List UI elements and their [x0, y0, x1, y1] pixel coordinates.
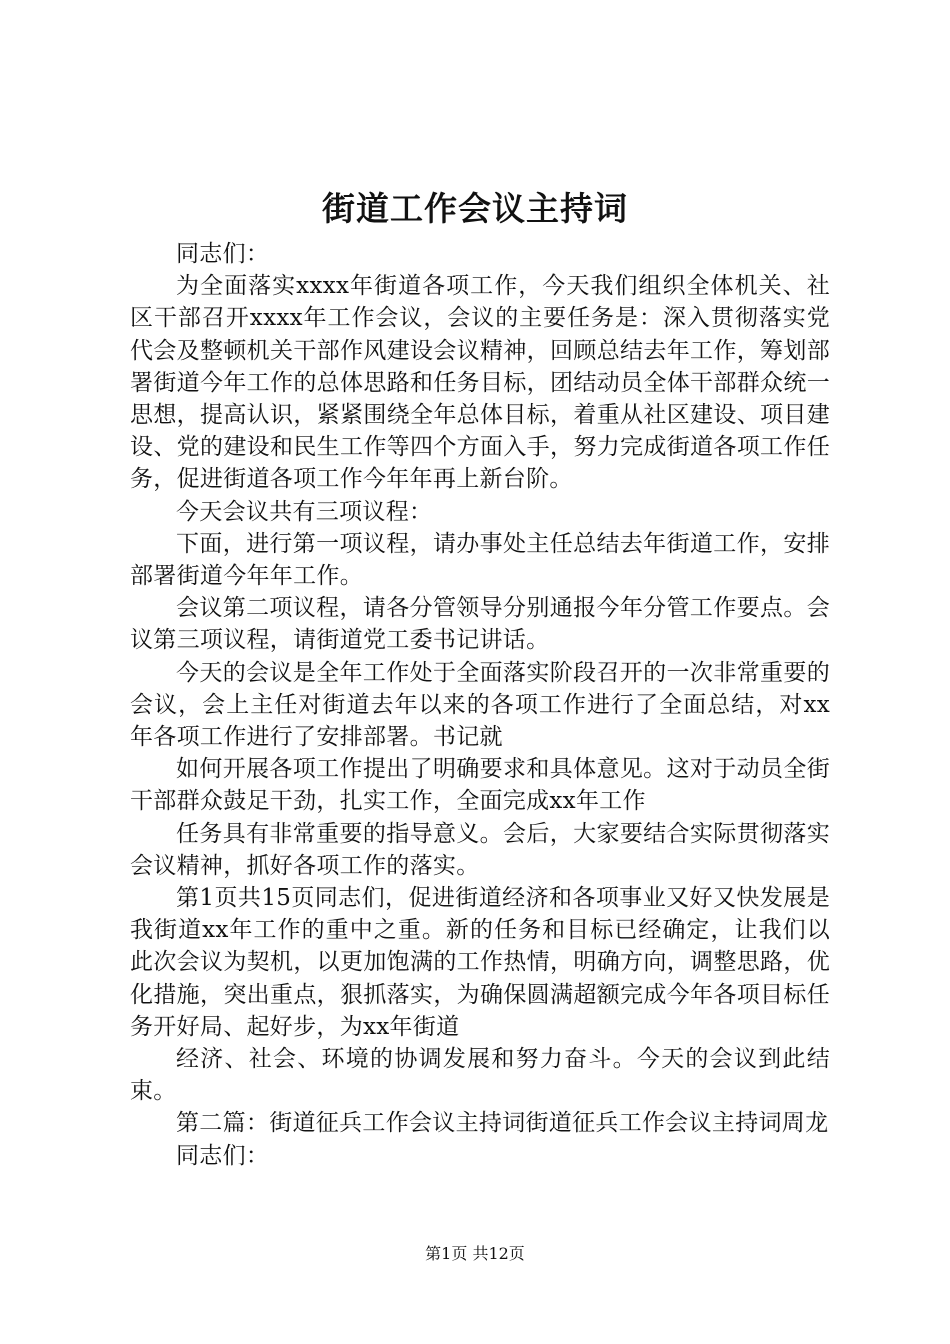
paragraph-greeting: 同志们： [176, 241, 270, 267]
paragraph-second-article-heading: 第二篇：街道征兵工作会议主持词街道征兵工作会议主持词周龙 [176, 1110, 829, 1137]
paragraph-closing: 经济、社会、环境的协调发展和努力奋斗。今天的会议到此结束。 [130, 1046, 830, 1105]
document-title: 街道工作会议主持词 [322, 189, 628, 228]
paragraph-meeting-purpose: 为全面落实xxxx年街道各项工作，今天我们组织全体机关、社区干部召开xxxx年工作会议，会议的主要任务是：深入贯彻落实党代会及整顿机关干部作风建设会议精神，回顾总结去年工作，筹划部署街道今年工作的总体思路和任务目标，团结动员全体干部群众统一思想，提高认识，紧紧围绕全年总体目标，着重从社区建设、项目建设、党的建设和民生工作等四个方面入手，努力完成街道各项工作任务，促进街道各项工作今年年再上新台阶。 [130, 273, 830, 493]
paragraph-meeting-importance: 今天的会议是全年工作处于全面落实阶段召开的一次非常重要的会议，会上主任对街道去年以来的各项工作进行了全面总结，对xx年各项工作进行了安排部署。书记就 [130, 659, 830, 751]
paragraph-requirements: 如何开展各项工作提出了明确要求和具体意见。这对于动员全街干部群众鼓足干劲，扎实工作，全面完成xx年工作 [130, 756, 830, 815]
paragraph-agenda-items-2-3: 会议第二项议程，请各分管领导分别通报今年分管工作要点。会议第三项议程，请街道党工委书记讲话。 [130, 595, 830, 654]
page-footer: 第1页 共12页 [425, 1244, 525, 1263]
paragraph-second-greeting: 同志们： [176, 1142, 270, 1169]
paragraph-guidance: 任务具有非常重要的指导意义。会后，大家要结合实际贯彻落实会议精神，抓好各项工作的落实。 [130, 820, 830, 879]
paragraph-call-to-action: 第1页共15页同志们，促进街道经济和各项事业又好又快发展是我街道xx年工作的重中之重。新的任务和目标已经确定，让我们以此次会议为契机，以更加饱满的工作热情，明确方向，调整思路，优化措施，突出重点，狠抓落实，为确保圆满超额完成今年各项目标任务开好局、起好步，为xx年街道 [130, 885, 830, 1040]
document-body [130, 238, 830, 1172]
paragraph-agenda-item-1: 下面，进行第一项议程，请办事处主任总结去年街道工作，安排部署街道今年年工作。 [130, 530, 830, 590]
paragraph-agenda-intro: 今天会议共有三项议程： [176, 498, 433, 525]
